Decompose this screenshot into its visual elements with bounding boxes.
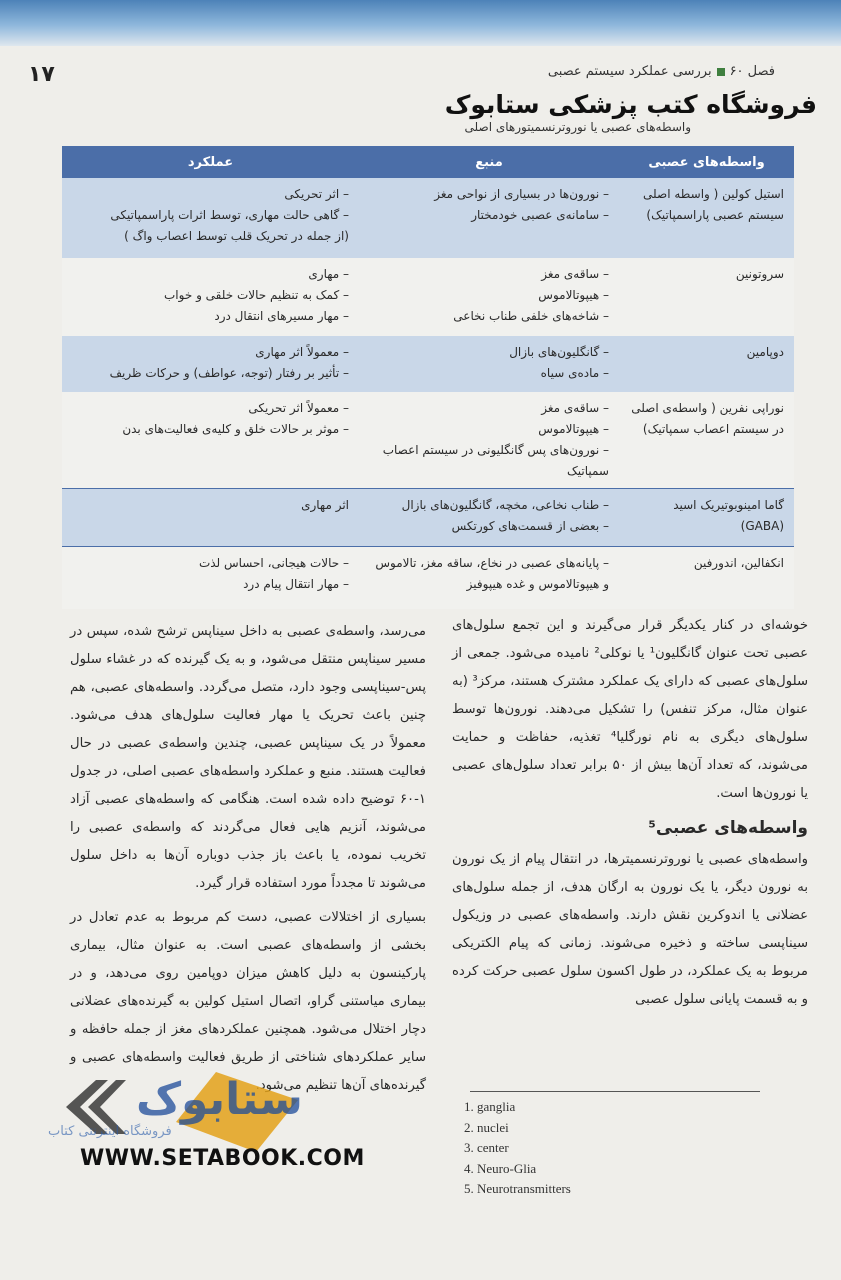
table-row <box>62 178 794 258</box>
source-line: – پایانه‌های عصبی در نخاع، ساقه مغز، تالاموس و هیپوتالاموس و غده هیپوفیز <box>375 556 609 591</box>
function-line: – تأثیر بر رفتار (توجه، عواطف) و حرکات ظریف <box>109 366 349 380</box>
function-cell <box>62 547 359 609</box>
table-row <box>62 489 794 547</box>
header-mediator: واسطه‌های عصبی <box>619 146 794 178</box>
svg-text:ستابوک: ستابوک <box>136 1074 303 1125</box>
source-line: – ساقه‌ی مغز <box>541 401 609 415</box>
function-line: – مهاری <box>308 267 349 281</box>
paragraph: بسیاری از اختلالات عصبی، دست کم مربوط به عدم تعادل در بخشی از واسطه‌های عصبی است. به عنوان مثال، بیماری پارکینسون به دلیل کاهش میزان دوپامین روی می‌دهد، و در بیماری میاستنی گراو، اتصال استیل کولین به گیرنده‌های عضلانی دچار اختلال می‌شود. همچنین عملکردهای مغز از جمله حافظه و سایر عملکردهای شناختی از طریق فعالیت واسطه‌های عصبی و گیرنده‌های آن‌ها تنظیم می‌شود. <box>70 910 426 1093</box>
footnote: 4. Neuro-Glia <box>464 1160 537 1176</box>
paragraph: خوشه‌ای در کنار یکدیگر قرار می‌گیرند و این تجمع سلول‌های عصبی تحت عنوان گانگلیون¹ یا نوکلی² نامیده می‌شود. جمعی از سلول‌های عصبی که دارای یک عملکرد مشترک هستند، مرکز³ (به عنوان مثال، مرکز تنفس) را تشکیل می‌دهند. نورون‌ها توسط سلول‌های دیگری به نام نورگلیا⁴ تغذیه، حفاظت و حمایت می‌شوند، که تعداد آن‌ها بیش از ۵۰ برابر تعداد سلول‌های عصبی یا نورون‌ها است. <box>452 618 808 801</box>
mediator-cell: دوپامین <box>619 336 794 392</box>
footnotes <box>464 1097 571 1200</box>
function-line: – معمولاً اثر مهاری <box>255 345 349 359</box>
neurotransmitter-table <box>62 146 794 609</box>
footnote: 2. nuclei <box>464 1119 509 1135</box>
mediator-cell: گاما امینوبوتیریک اسید (GABA) <box>619 489 794 547</box>
source-line: – سامانه‌ی عصبی خودمختار <box>471 208 609 222</box>
source-cell <box>359 178 619 258</box>
running-header <box>548 64 775 79</box>
store-banner: فروشگاه کتب پزشکی ستابوک <box>444 90 817 119</box>
function-line: اثر مهاری <box>301 498 349 512</box>
right-text-column <box>452 612 808 1020</box>
table-row <box>62 392 794 489</box>
source-line: – هیپوتالاموس <box>538 422 609 436</box>
footnote: 5. Neurotransmitters <box>464 1181 571 1196</box>
paragraph: می‌رسد، واسطه‌ی عصبی به داخل سیناپس ترشح شده، سپس در مسیر سیناپس منتقل می‌شود، و به یک گیرنده که در غشاء سلول پس-سیناپسی وجود دارد، متصل می‌گردد. واسطه‌های عصبی، هم چنین باعث تحریک یا مهار فعالیت سلول‌های هدف می‌شود. معمولاً در یک سیناپس عصبی، چندین واسطه‌ی عصبی در حال فعالیت هستند. منبع و عملکرد واسطه‌های عصبی اصلی، در جدول ۱-۶۰ توضیح داده شده است. هنگامی که واسطه‌های عصبی آزاد می‌شوند، آنزیم هایی فعال می‌گردند که واسطه‌ی عصبی را تخریب نموده، یا باعث باز جذب دوباره آن‌ها به داخل سلول می‌شوند تا مجدداً مورد استفاده قرار گیرد. <box>70 624 426 891</box>
source-cell <box>359 336 619 392</box>
header-source: منبع <box>359 146 619 178</box>
paragraph: واسطه‌های عصبی یا نوروترنسمیترها، در انتقال پیام از یک نورون به نورون دیگر، یا یک نورون به ارگان هدف، از جمله سلول‌های عضلانی یا اندوکرین نقش دارند. واسطه‌های عصبی در وزیکول سیناپسی ساخته و ذخیره می‌شوند. زمانی که پیام الکتریکی مربوط به یک عملکرد، در طول اکسون سلول عصبی حرکت کرده و به قسمت پایانی سلول عصبی <box>452 852 808 1007</box>
function-cell <box>62 392 359 489</box>
left-text-column <box>70 618 426 1106</box>
function-line: – کمک به تنظیم حالات خلقی و خواب <box>164 288 349 302</box>
source-cell <box>359 258 619 336</box>
website-url: WWW.SETABOOK.COM <box>80 1146 365 1171</box>
source-line: – هیپوتالاموس <box>538 288 609 302</box>
source-line: – ماده‌ی سیاه <box>540 366 609 380</box>
section-heading: واسطه‌های عصبی⁵ <box>648 818 808 838</box>
function-cell <box>62 489 359 547</box>
top-color-band <box>0 0 841 46</box>
mediator-cell: استیل کولین ( واسطه اصلی سیستم عصبی پاراسمپاتیک) <box>619 178 794 258</box>
source-line: – طناب نخاعی، مخچه، گانگلیون‌های بازال <box>401 498 609 512</box>
function-line: – گاهی حالت مهاری، توسط اثرات پاراسمپاتیکی <box>110 208 349 222</box>
footnote-divider <box>470 1091 760 1092</box>
function-cell <box>62 258 359 336</box>
source-line: – گانگلیون‌های بازال <box>509 345 609 359</box>
function-line: – معمولاً اثر تحریکی <box>248 401 349 415</box>
source-line: – نورون‌های پس گانگلیونی در سیستم اعصاب سمپاتیک <box>382 443 609 478</box>
chapter-label: فصل ۶۰ <box>729 64 775 79</box>
table-row <box>62 336 794 392</box>
function-line: (از جمله در تحریک قلب توسط اعصاب واگ ) <box>124 229 349 243</box>
chapter-title: بررسی عملکرد سیستم عصبی <box>547 64 712 79</box>
source-cell <box>359 547 619 609</box>
function-line: – موثر بر حالات خلق و کلیه‌ی فعالیت‌های بدن <box>122 422 349 436</box>
function-cell <box>62 178 359 258</box>
mediator-cell: سروتونین <box>619 258 794 336</box>
source-line: – شاخه‌های خلفی طناب نخاعی <box>453 309 609 323</box>
mediator-cell: نوراپی نفرین ( واسطه‌ی اصلی در سیستم اعصاب سمپاتیک) <box>619 392 794 489</box>
function-line: – مهار انتقال پیام درد <box>243 577 349 591</box>
source-cell <box>359 489 619 547</box>
store-tagline: فروشگاه اینترنتی کتاب <box>48 1124 172 1139</box>
footnote: 3. center <box>464 1140 509 1155</box>
mediator-cell: انکفالین، اندورفین <box>619 547 794 609</box>
table-caption: واسطه‌های عصبی یا نوروترنسمیتورهای اصلی <box>464 120 691 134</box>
table-row <box>62 547 794 609</box>
function-line: – اثر تحریکی <box>284 187 349 201</box>
source-line: – نورون‌ها در بسیاری از نواحی مغز <box>434 187 609 201</box>
function-line: – حالات هیجانی، احساس لذت <box>198 556 349 570</box>
source-line: – ساقه‌ی مغز <box>541 267 609 281</box>
table-row <box>62 258 794 336</box>
source-line: – بعضی از قسمت‌های کورتکس <box>451 519 609 533</box>
header-function: عملکرد <box>62 146 359 178</box>
footnote: 1. ganglia <box>464 1099 516 1114</box>
page-number: ۱۷ <box>28 62 55 87</box>
chapter-square-icon <box>717 68 725 76</box>
function-cell <box>62 336 359 392</box>
source-cell <box>359 392 619 489</box>
function-line: – مهار مسیرهای انتقال درد <box>214 309 349 323</box>
